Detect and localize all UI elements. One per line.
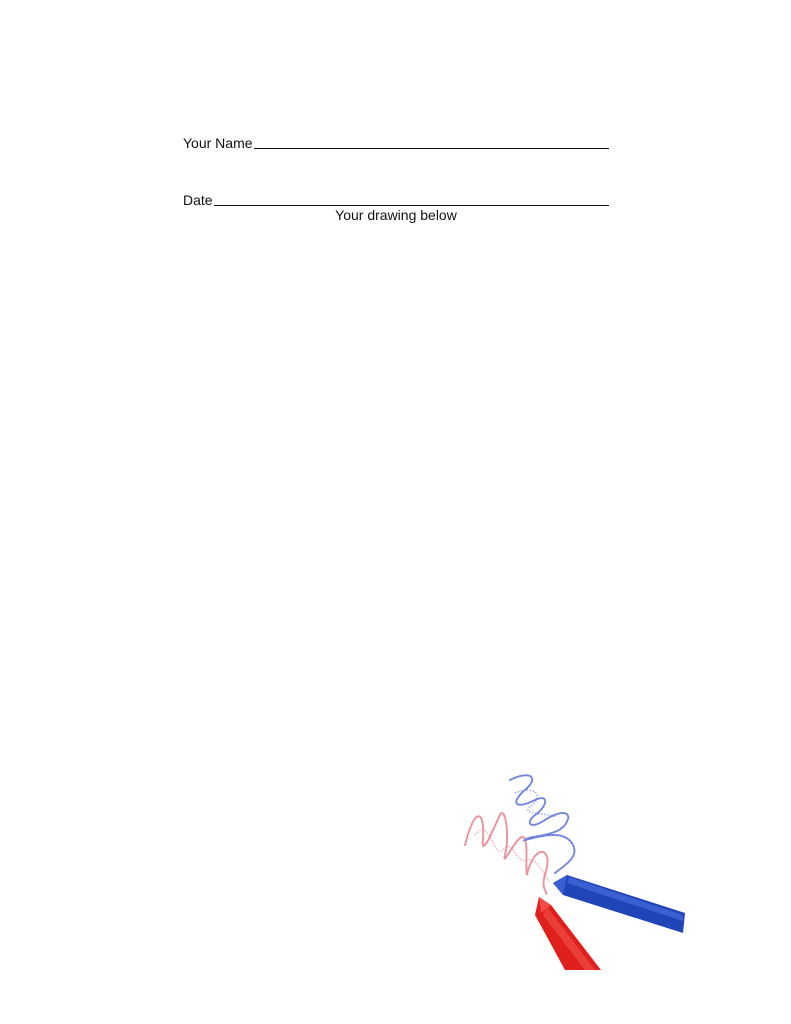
crayons-scribble-icon — [455, 765, 685, 970]
red-crayon — [535, 897, 601, 970]
date-label: Date — [183, 192, 213, 208]
drawing-area[interactable] — [120, 240, 670, 740]
name-field — [183, 131, 609, 151]
date-write-line[interactable] — [214, 205, 609, 206]
name-label: Your Name — [183, 135, 253, 151]
blue-crayon — [553, 875, 685, 933]
red-scribble-mark-2 — [475, 830, 550, 883]
drawing-caption: Your drawing below — [335, 207, 457, 223]
date-field — [183, 188, 609, 208]
blue-scribble-mark — [510, 775, 574, 873]
name-write-line[interactable] — [254, 148, 609, 149]
